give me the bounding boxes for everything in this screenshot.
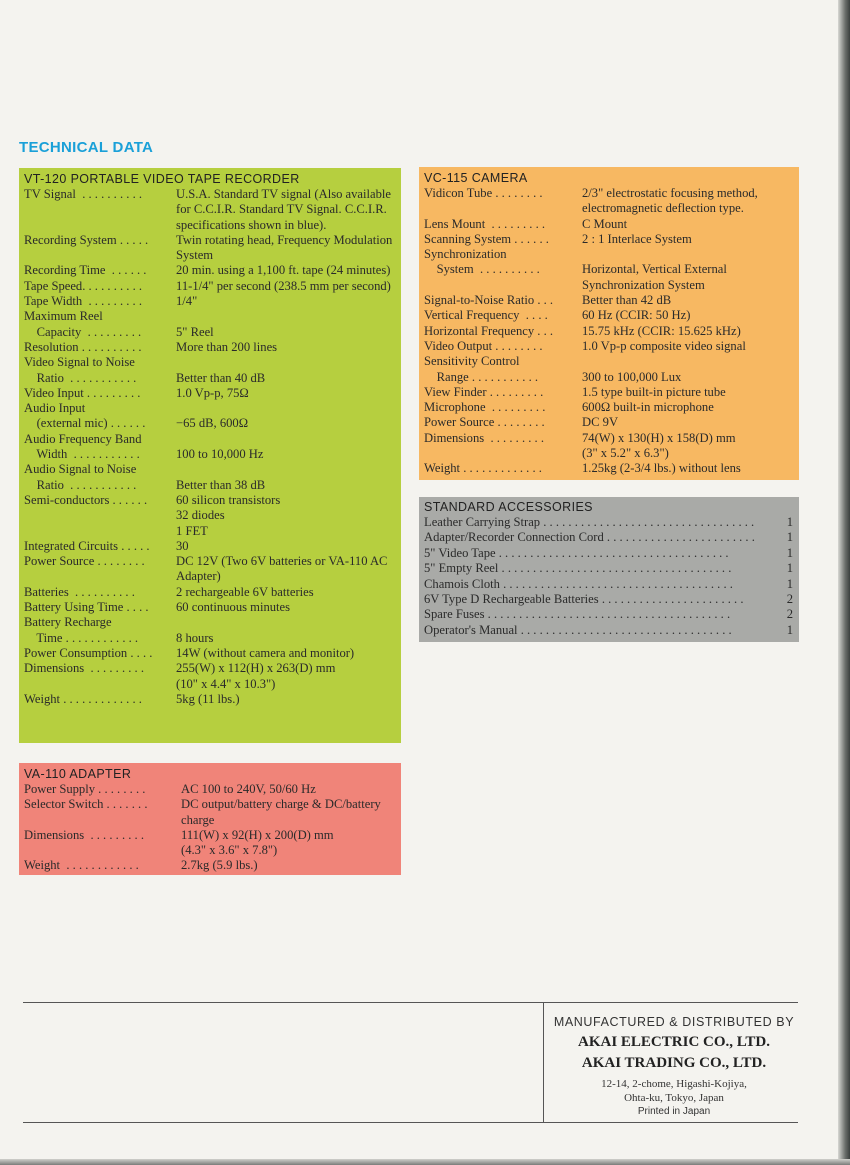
spec-row [424,370,793,385]
spec-value: (4.3" x 3.6" x 7.8") [181,843,278,858]
spec-row [424,324,793,339]
accessory-quantity: 1 [786,545,793,560]
spec-value: 2 : 1 Interlace System [582,231,692,246]
spec-label: Dimensions . . . . . . . . . [424,430,544,445]
adapter-specs-panel [19,763,401,875]
spec-row [424,293,793,308]
spec-value: (3" x 5.2" x 6.3") [582,446,669,461]
spec-row [424,247,793,262]
spec-label: Semi-conductors . . . . . . [24,492,148,507]
spec-row [24,401,395,416]
spec-value: DC 12V (Two 6V batteries or VA-110 AC Adapter) [176,554,388,584]
spec-value: 1.0 Vp-p composite video signal [582,338,746,353]
spec-value [176,355,395,370]
spec-label: TV Signal . . . . . . . . . . [24,187,143,201]
spec-label: System . . . . . . . . . . [424,262,540,277]
spec-label: Integrated Circuits . . . . . [24,538,150,553]
spec-row [24,355,395,370]
spec-label: Ratio . . . . . . . . . . . [24,477,137,492]
accessory-item [424,607,793,622]
spec-value: 600Ω built-in microphone [582,400,714,415]
spec-value [176,615,395,630]
accessory-quantity: 1 [786,622,793,637]
spec-row [24,508,395,523]
spec-value: 255(W) x 112(H) x 263(D) mm [176,661,336,676]
spec-value [582,247,793,262]
spec-label [424,446,582,461]
accessory-item [424,561,793,576]
spec-row [24,600,395,615]
spec-value [176,401,395,416]
spec-row [24,447,395,462]
page-edge-right [838,0,850,1165]
spec-label: Audio Signal to Noise [24,462,137,477]
spec-value: 60 continuous minutes [176,600,291,615]
spec-label: View Finder . . . . . . . . . [424,384,544,399]
spec-value: AC 100 to 240V, 50/60 Hz [181,782,316,796]
spec-value: (10" x 4.4" x 10.3") [176,676,276,691]
accessory-item [424,515,793,530]
spec-row [24,524,395,539]
spec-row [24,646,395,661]
spec-label: Maximum Reel [24,309,103,324]
spec-label [24,677,176,692]
printed-in: Printed in Japan [637,1106,711,1117]
spec-label [24,524,176,539]
spec-value: 1.0 Vp-p, 75Ω [176,385,249,400]
accessory-quantity: 1 [786,561,793,576]
accessory-quantity: 2 [786,607,793,622]
spec-row [24,828,395,843]
spec-value: DC 9V [582,415,619,430]
spec-label: Vidicon Tube . . . . . . . . [424,186,543,200]
spec-value: C Mount [582,216,628,231]
spec-label: Time . . . . . . . . . . . . [24,630,139,645]
accessory-name: Spare Fuses . . . . . . . . . . . . . . . . . . . . . . . . . . . . . . . . . . . . . . . [424,607,731,622]
manufacturer-block [548,1015,800,1119]
spec-row [24,493,395,508]
spec-row [24,615,395,630]
spec-row [24,263,395,278]
spec-row [424,186,793,217]
recorder-specs-panel [19,168,401,743]
spec-row [424,232,793,247]
spec-row [24,554,395,585]
spec-label: Horizontal Frequency . . . [424,323,554,338]
accessory-quantity: 2 [786,592,793,607]
spec-value: 32 diodes [176,508,225,523]
spec-value: More than 200 lines [176,339,278,354]
spec-row [24,797,395,828]
spec-value: 2 rechargeable 6V batteries [176,584,314,599]
spec-value: 8 hours [176,630,214,645]
spec-value: 111(W) x 92(H) x 200(D) mm [181,827,334,842]
spec-label: Audio Input [24,401,86,416]
accessory-name: Adapter/Recorder Connection Cord . . . . . . . . . . . . . . . . . . . . . . . . [424,530,755,545]
company-name: AKAI ELECTRIC CO., LTD. [578,1034,770,1050]
spec-row [424,354,793,369]
spec-label: Battery Recharge [24,615,112,630]
spec-label: Power Source . . . . . . . . [424,415,545,430]
spec-label [24,843,181,858]
accessory-item [424,592,793,607]
recorder-rows [24,187,395,707]
spec-value: Horizontal, Vertical External Synchronization System [582,262,727,292]
spec-value: 1/4" [176,294,198,309]
spec-value: 1.5 type built-in picture tube [582,384,726,399]
spec-row [24,631,395,646]
spec-label: Audio Frequency Band [24,431,142,446]
spec-value: 60 silicon transistors [176,492,281,507]
accessories-panel [419,497,799,642]
spec-row [424,446,793,461]
spec-label: Video Output . . . . . . . . [424,338,543,353]
spec-value: 20 min. using a 1,100 ft. tape (24 minutes) [176,263,391,278]
spec-label: Batteries . . . . . . . . . . [24,584,135,599]
spec-value: Better than 40 dB [176,370,266,385]
spec-label: Synchronization [424,247,507,262]
spec-value: 30 [176,538,189,553]
spec-value: −65 dB, 600Ω [176,416,249,431]
spec-label: (external mic) . . . . . . [24,416,146,431]
spec-value: 2.7kg (5.9 lbs.) [181,858,258,873]
accessories-list [424,515,793,638]
spec-value [582,354,793,369]
spec-row [24,462,395,477]
spec-label: Range . . . . . . . . . . . [424,369,539,384]
spec-row [24,661,395,676]
spec-row [424,431,793,446]
spec-row [24,478,395,493]
spec-row [24,233,395,264]
spec-value: 1.25kg (2-3/4 lbs.) without lens [582,461,741,476]
spec-label: Recording System . . . . . [24,232,149,247]
spec-row [424,385,793,400]
spec-label: Power Consumption . . . . [24,645,153,660]
spec-value: DC output/battery charge & DC/battery charge [181,797,381,827]
spec-label: Power Supply . . . . . . . . [24,782,146,796]
address-line: 12-14, 2-chome, Higashi-Kojiya, [601,1078,747,1090]
accessory-quantity: 1 [786,515,793,529]
accessory-item [424,546,793,561]
adapter-title: VA-110 ADAPTER [24,767,132,781]
accessory-item [424,530,793,545]
spec-value: 100 to 10,000 Hz [176,447,264,462]
spec-value: 2/3" electrostatic focusing method, electromagnetic deflection type. [582,186,758,216]
spec-value: 15.75 kHz (CCIR: 15.625 kHz) [582,323,741,338]
spec-label: Weight . . . . . . . . . . . . [24,858,139,873]
accessories-title: STANDARD ACCESSORIES [424,500,593,514]
spec-row [424,415,793,430]
spec-row [424,400,793,415]
camera-title: VC-115 CAMERA [424,171,528,185]
spec-value [176,462,395,477]
accessory-item [424,623,793,638]
accessory-name: 5" Empty Reel . . . . . . . . . . . . . . . . . . . . . . . . . . . . . . . . . . . . . [424,561,732,576]
accessory-name: Chamois Cloth . . . . . . . . . . . . . . . . . . . . . . . . . . . . . . . . . . . . . [424,576,733,591]
spec-value: U.S.A. Standard TV signal (Also available for C.C.I.R. Standard TV Signal. C.C.I.R. specifications shown in blue). [176,187,391,232]
spec-label: Lens Mount . . . . . . . . . [424,216,546,231]
spec-value [176,432,395,447]
spec-label: Vertical Frequency . . . . [424,308,548,323]
spec-label: Dimensions . . . . . . . . . [24,827,144,842]
spec-row [24,325,395,340]
spec-label: Battery Using Time . . . . [24,600,149,615]
spec-label: Recording Time . . . . . . [24,263,147,278]
manufacturer-heading: MANUFACTURED & DISTRIBUTED BY [553,1015,795,1029]
spec-label: Sensitivity Control [424,354,520,369]
spec-row [424,262,793,293]
spec-value: 300 to 100,000 Lux [582,369,682,384]
spec-label: Selector Switch . . . . . . . [24,797,148,812]
spec-value [176,309,395,324]
spec-row [24,309,395,324]
spec-row [24,585,395,600]
page-edge-bottom [0,1159,850,1165]
spec-label [24,508,176,523]
spec-label: Video Signal to Noise [24,355,135,370]
spec-row [424,339,793,354]
spec-row [24,416,395,431]
spec-value: 5kg (11 lbs.) [176,691,240,706]
accessory-name: 6V Type D Rechargeable Batteries . . . . . . . . . . . . . . . . . . . . . . . [424,592,744,607]
spec-label: Tape Width . . . . . . . . . [24,294,143,309]
spec-row [424,217,793,232]
spec-label: Ratio . . . . . . . . . . . [24,370,137,385]
spec-row [24,279,395,294]
spec-value: 5" Reel [176,324,214,339]
spec-label: Capacity . . . . . . . . . [24,324,142,339]
spec-row [24,432,395,447]
spec-value: 11-1/4" per second (238.5 mm per second) [176,278,391,293]
spec-label: Power Source . . . . . . . . [24,554,145,569]
accessory-quantity: 1 [786,576,793,591]
spec-row [24,692,395,707]
company-name: AKAI TRADING CO., LTD. [581,1055,767,1071]
spec-row [424,461,793,476]
spec-value: Better than 42 dB [582,293,672,308]
spec-row [24,843,395,858]
spec-row [24,294,395,309]
spec-label: Width . . . . . . . . . . . [24,447,140,462]
footer-top-rule [23,1002,798,1003]
spec-row [24,386,395,401]
section-title: TECHNICAL DATA [19,139,154,156]
spec-label: Scanning System . . . . . . [424,231,549,246]
accessory-name: Operator's Manual . . . . . . . . . . . . . . . . . . . . . . . . . . . . . . . . . . [424,622,732,637]
address-line: Ohta-ku, Tokyo, Japan [624,1092,724,1104]
accessory-item [424,577,793,592]
spec-value: 1 FET [176,523,208,538]
adapter-rows [24,782,395,874]
accessory-name: Leather Carrying Strap . . . . . . . . . . . . . . . . . . . . . . . . . . . . . . . . . . [424,515,755,529]
spec-value: 60 Hz (CCIR: 50 Hz) [582,308,691,323]
spec-value: Twin rotating head, Frequency Modulation System [176,232,393,263]
spec-label: Tape Speed. . . . . . . . . . [24,278,143,293]
camera-rows [424,186,793,477]
spec-value: Better than 38 dB [176,477,266,492]
spec-row [24,371,395,386]
spec-label: Video Input . . . . . . . . . [24,385,141,400]
accessory-name: 5" Video Tape . . . . . . . . . . . . . . . . . . . . . . . . . . . . . . . . . . . . . [424,545,729,560]
spec-row [24,539,395,554]
accessory-quantity: 1 [786,530,793,545]
spec-row [424,308,793,323]
spec-label: Microphone . . . . . . . . . [424,400,546,415]
footer-divider [543,1002,544,1123]
spec-label: Signal-to-Noise Ratio . . . [424,293,554,308]
footer-bottom-rule [23,1122,798,1123]
camera-specs-panel [419,167,799,480]
spec-row [24,187,395,233]
spec-label: Weight . . . . . . . . . . . . . [24,691,142,706]
spec-row [24,858,395,873]
spec-row [24,782,395,797]
spec-value: 74(W) x 130(H) x 158(D) mm [582,430,736,445]
spec-label: Dimensions . . . . . . . . . [24,661,144,676]
spec-row [24,677,395,692]
spec-value: 14W (without camera and monitor) [176,645,355,660]
spec-row [24,340,395,355]
spec-label: Weight . . . . . . . . . . . . . [424,461,542,476]
spec-label: Resolution . . . . . . . . . . [24,339,142,354]
recorder-title: VT-120 PORTABLE VIDEO TAPE RECORDER [24,172,300,186]
